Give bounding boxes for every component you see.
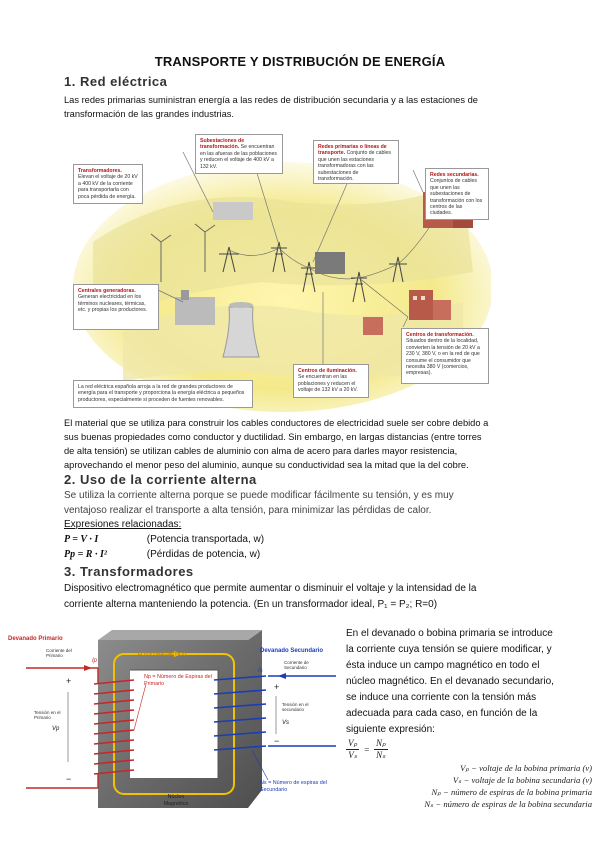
- paragraph-line: corriente alterna manteniendo la potencia. (En un transformador ideal, P₁ = P₂; R=0): [64, 599, 438, 610]
- formula-expression: P = V · I: [64, 534, 99, 545]
- svg-text:−: −: [66, 774, 72, 784]
- callout-title: Redes secundarias.: [430, 172, 479, 178]
- callout-title: Redes primarias o líneas de transporte.: [318, 144, 387, 157]
- paragraph-line: ventajoso realizar el transporte a alta tensión, para minimizar las pérdidas de calor.: [64, 505, 432, 516]
- primary-voltage-label: Tensión en el Primario: [34, 710, 61, 720]
- paragraph-line: la corriente cuya tensión se quiere modificar, y: [346, 644, 552, 655]
- ratio-denominator-vs: Vₛ: [348, 750, 358, 760]
- primary-winding-label: Devanado Primario: [8, 636, 63, 642]
- svg-text:+: +: [274, 682, 280, 692]
- paragraph-line: ésta induce un campo magnético en todo el: [346, 660, 540, 671]
- is-label: Is: [258, 668, 263, 674]
- vp-label: Vp: [52, 726, 60, 732]
- np-label: Np = Número de Espiras del Primario: [144, 674, 212, 687]
- callout-title: Transformadores.: [78, 168, 122, 174]
- callout-text: Generan electricidad en los términos nucleares, térmicas, etc. y propias los productores.: [78, 294, 148, 314]
- callout-text: Situados dentro de la localidad, convierten la tensión de 20 kV a 230 V, 380 V, o en la red de que consume el consumidor que necesita 380 V (comercios, empresas).: [406, 338, 480, 377]
- variable-legend: [360, 762, 592, 810]
- intro-line: Las redes primarias suministran energía a las redes de distribución secundaria y a las estaciones de: [64, 95, 478, 105]
- legend-line: Nₚ − número de espiras de la bobina primaria: [431, 787, 592, 797]
- paragraph-line: aprovechando el menor peso del aluminio, aunque su conductividad sea la mitad que la del cobre.: [64, 460, 469, 470]
- paragraph-line: Dispositivo electromagnético que permite aumentar o disminuir el voltaje y la intensidad de la: [64, 583, 477, 594]
- callout-text: Conjunto de cables que unen las estaciones transformadoras con las subestaciones de transformación.: [318, 150, 391, 183]
- paragraph-line: núcleo magnético. En el devanado secundario,: [346, 676, 554, 687]
- magnetic-flux-label: FLUJO MAGNÉTICO: [138, 652, 187, 658]
- callout-title: Centros de iluminación.: [298, 368, 357, 374]
- ip-label: Ip: [92, 658, 98, 664]
- legend-line: Nₛ − número de espiras de la bobina secundaria: [424, 799, 592, 809]
- paragraph-line: El material que se utiliza para construir los cables conductores de electricidad suele ser cobre debido a: [64, 418, 489, 428]
- callout-primary-networks: [313, 140, 399, 184]
- paragraph-line: siguiente expresión:: [346, 724, 435, 735]
- callout-lighting-centers: [293, 364, 369, 398]
- secondary-voltage-label: Tensión en el secundario: [282, 702, 309, 712]
- section-3-text: [64, 581, 544, 613]
- paragraph-line: adecuada para cada caso, en función de la: [346, 708, 538, 719]
- substation-icon: [315, 252, 345, 274]
- paragraph-line: de alta tensión) se utilizan cables de aluminio con alma de acero para darles mayor resistencia,: [64, 446, 458, 456]
- transformer-explanation: [346, 626, 596, 738]
- callout-transformation-centers: [401, 328, 489, 384]
- expressions-label: Expresiones relacionadas:: [64, 519, 182, 530]
- callout-power-plants: [73, 284, 159, 330]
- section-1-heading: 1. Red eléctrica: [64, 74, 168, 89]
- intro-line: transformación de las grandes industrias.: [64, 109, 235, 119]
- primary-current-label: Corriente del Primario: [46, 648, 72, 658]
- secondary-current-label: Corriente de Secundario: [284, 660, 309, 670]
- legend-line: Vₛ − voltaje de la bobina secundaria (v): [452, 775, 592, 785]
- paragraph-line: Se utiliza la corriente alterna porque se puede modificar fácilmente su tensión, y es muy: [64, 490, 454, 501]
- vs-label: Vs: [282, 720, 290, 726]
- page-title: TRANSPORTE Y DISTRIBUCIÓN DE ENERGÍA: [154, 54, 446, 69]
- secondary-winding-label: Devanado Secundario: [260, 648, 324, 654]
- formula-losses: [64, 548, 260, 562]
- formula-description: (Pérdidas de potencia, w): [146, 549, 261, 560]
- callout-text: Conjuntos de cables que unen las subestaciones de transformación con los centros de las ciudades.: [430, 178, 483, 217]
- svg-text:−: −: [274, 736, 280, 746]
- ratio-denominator-ns: Nₛ: [376, 750, 386, 760]
- callout-title: Centros de transformación.: [406, 332, 474, 338]
- callout-spanish-network: [73, 380, 253, 408]
- svg-text:+: +: [66, 676, 72, 686]
- materials-paragraph: [64, 416, 544, 472]
- dam-icon: [213, 202, 253, 220]
- callout-text: Se encuentran en las poblaciones y reducen el voltaje de 132 kV a 20 kV.: [298, 374, 358, 394]
- paragraph-line: En el devanado o bobina primaria se introduce: [346, 628, 553, 639]
- callout-text: Se encuentran en las afueras de las poblaciones y reducen el voltaje de 400 kV a 132 kV.: [200, 144, 277, 170]
- transformer-diagram: [6, 622, 342, 832]
- callout-transformers: [73, 164, 143, 204]
- formula-description: (Potencia transportada, w): [146, 534, 265, 545]
- paragraph-line: sus buenas propiedades como conductor y ductilidad. Sin embargo, en largas distancias (entre torres: [64, 432, 482, 442]
- callout-substations: [195, 134, 283, 174]
- core-label: Núcleo Magnético: [163, 794, 189, 807]
- callout-secondary-networks: [425, 168, 489, 220]
- section-2-heading: 2. Uso de la corriente alterna: [64, 472, 257, 487]
- electric-network-illustration: [63, 122, 491, 412]
- transformer-ratio-formula: $\frac{\text{Vₚ}}{\text{Vₛ}}$ = $\frac{\text{Nₚ}}{\text{Nₛ}}$: [348, 738, 386, 760]
- paragraph-line: se induce una corriente con la tensión más: [346, 692, 537, 703]
- callout-text: La red eléctrica española arroja a la red de grandes productores de energía para el transporte y proporciona la energía eléctrica a pequeños productores, especialmente si proceden de fuentes renovables.: [78, 384, 245, 403]
- callout-title: Centrales generadoras.: [78, 288, 136, 294]
- section-2-text: [64, 488, 544, 518]
- ns-label: Ns = Número de espiras del Secundario: [260, 780, 327, 793]
- ratio-numerator-np: Nₚ: [375, 738, 386, 748]
- callout-text: Elevan el voltaje de 20 kV a 400 kV de la corriente para transportarla con poca pérdida de energía.: [78, 174, 138, 200]
- formula-power: [64, 533, 264, 547]
- section-3-heading: 3. Transformadores: [64, 564, 194, 579]
- legend-line: Vₚ − voltaje de la bobina primaria (v): [460, 763, 592, 773]
- section-1-intro: [64, 93, 544, 121]
- callout-title: Subestaciones de transformación.: [200, 138, 245, 151]
- formula-expression: Pp = R · I²: [64, 549, 107, 560]
- ratio-numerator-vp: Vₚ: [348, 738, 358, 748]
